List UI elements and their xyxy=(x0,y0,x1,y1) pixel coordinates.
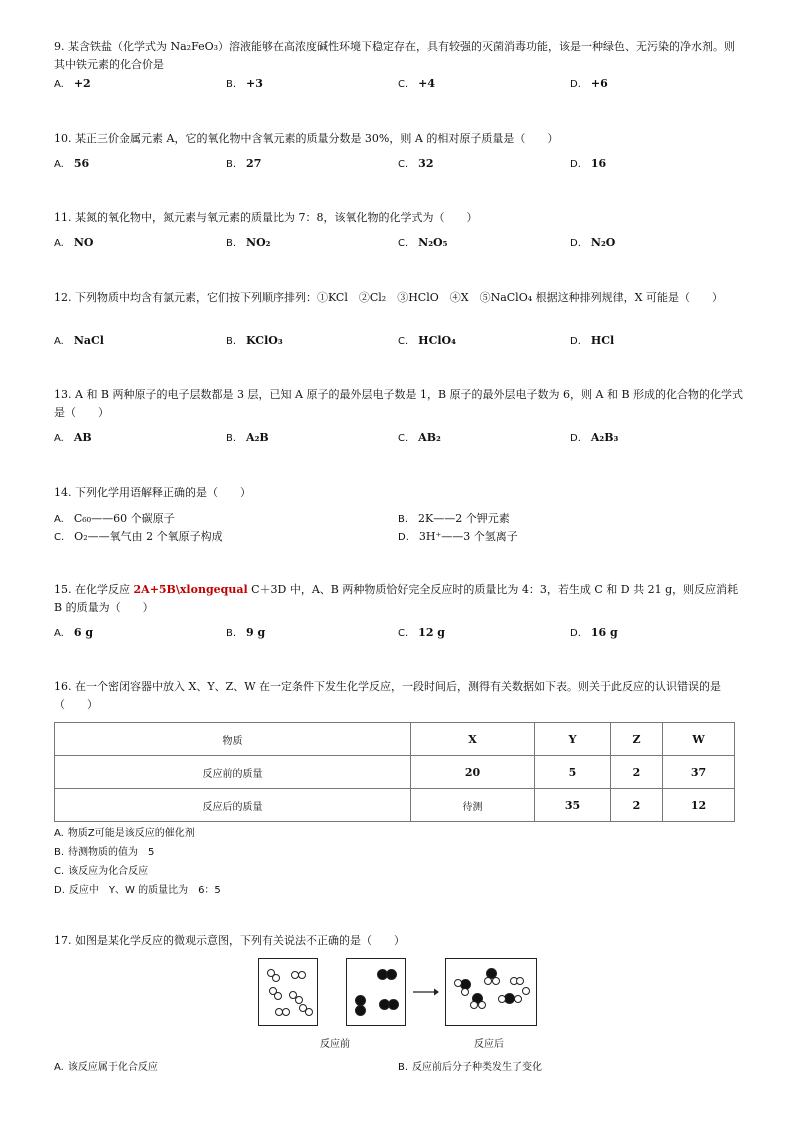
molecule-atom xyxy=(478,1001,486,1009)
question-number: 9. xyxy=(54,40,65,53)
question-stem: 下列物质中均含有氯元素，它们按下列顺序排列：①KCl ②Cl₂ ③HClO ④X ⑤NaClO₄ 根据这种排列规律，X 可能是（ ） xyxy=(75,291,723,304)
option-label: D. xyxy=(570,628,581,639)
option-c[interactable] xyxy=(398,77,435,90)
reactant-box-1 xyxy=(258,958,318,1026)
question-number: 10. xyxy=(54,132,72,145)
option-label: B. xyxy=(54,847,65,858)
option-value: HClO₄ xyxy=(418,334,456,347)
option-value: NO₂ xyxy=(246,236,271,249)
option-d[interactable] xyxy=(570,236,615,249)
option-value: 反应前后分子种类发生了变化 xyxy=(412,1062,543,1073)
table-cell: 2 xyxy=(611,789,663,822)
question-number: 16. xyxy=(54,680,72,693)
option-b[interactable] xyxy=(226,334,283,347)
option-a[interactable] xyxy=(54,510,175,526)
question-stem-post: C＋3D 中，A、B 两种物质恰好完全反应时的质量比为 4：3，若生成 C 和 D 共 21 g，则反应消耗 B 的质量为（ ） xyxy=(54,583,739,614)
molecule-atom xyxy=(484,977,492,985)
after-label: 反应后 xyxy=(474,1039,504,1050)
option-value: 9 g xyxy=(246,626,266,639)
option-label: A. xyxy=(54,336,64,347)
molecule-atom xyxy=(274,992,282,1000)
option-value: C₆₀——60 个碳原子 xyxy=(73,512,175,525)
table-cell: 20 xyxy=(411,756,535,789)
option-b[interactable] xyxy=(54,843,154,858)
option-label: C. xyxy=(54,866,65,877)
question-stem-pre: 在化学反应 xyxy=(75,583,134,596)
option-value: 12 g xyxy=(418,626,446,639)
option-value: +3 xyxy=(246,77,263,90)
option-label: B. xyxy=(226,336,237,347)
option-b[interactable] xyxy=(226,77,263,90)
table-cell: 37 xyxy=(663,756,735,789)
option-a[interactable] xyxy=(54,77,91,90)
table-cell: 反应前的质量 xyxy=(55,756,411,789)
before-label: 反应前 xyxy=(320,1039,350,1050)
option-label: C. xyxy=(398,628,409,639)
question-17 xyxy=(54,932,744,950)
option-c[interactable] xyxy=(398,157,433,170)
molecule-atom xyxy=(516,977,524,985)
option-b[interactable] xyxy=(226,157,261,170)
molecule-atom xyxy=(522,987,530,995)
option-d[interactable] xyxy=(570,77,608,90)
option-label: A. xyxy=(54,79,64,90)
option-c[interactable] xyxy=(54,528,223,544)
question-number: 13. xyxy=(54,388,72,401)
option-value: 3H⁺——3 个氢离子 xyxy=(418,530,518,543)
reactant-box-2 xyxy=(346,958,406,1026)
question-stem: 下列化学用语解释正确的是（ ） xyxy=(75,486,251,499)
option-label: A. xyxy=(54,514,64,525)
option-label: D. xyxy=(398,532,409,543)
table-cell: Z xyxy=(611,723,663,756)
option-value: O₂——氧气由 2 个氧原子构成 xyxy=(74,530,223,543)
option-value: 该反应为化合反应 xyxy=(68,866,149,877)
question-stem: 某氮的氧化物中，氮元素与氧元素的质量比为 7：8，该氧化物的化学式为（ ） xyxy=(75,211,478,224)
option-label: A. xyxy=(54,628,64,639)
option-value: N₂O₅ xyxy=(418,236,448,249)
option-a[interactable] xyxy=(54,236,93,249)
option-label: A. xyxy=(54,828,64,839)
question-15 xyxy=(54,581,744,617)
question-14 xyxy=(54,484,744,502)
option-value: 待测物质的值为 5 xyxy=(68,847,155,858)
option-a[interactable] xyxy=(54,824,195,839)
molecule-atom xyxy=(295,996,303,1004)
option-a[interactable] xyxy=(54,1058,158,1073)
reaction-arrow-icon xyxy=(412,987,440,997)
option-d[interactable] xyxy=(570,334,614,347)
option-a[interactable] xyxy=(54,626,93,639)
option-d[interactable] xyxy=(570,431,618,444)
table-header-row xyxy=(55,723,735,756)
table-cell: Y xyxy=(535,723,611,756)
option-b[interactable] xyxy=(398,1058,542,1073)
option-label: C. xyxy=(398,159,409,170)
option-a[interactable] xyxy=(54,334,104,347)
option-label: B. xyxy=(226,159,237,170)
option-c[interactable] xyxy=(398,236,447,249)
option-b[interactable] xyxy=(398,510,510,526)
option-label: D. xyxy=(570,433,581,444)
option-value: 56 xyxy=(73,157,90,170)
molecule-atom xyxy=(272,974,280,982)
equation-markup: 2A+5B\xlongequal xyxy=(133,583,248,596)
option-b[interactable] xyxy=(226,236,271,249)
question-10 xyxy=(54,130,744,148)
question-13 xyxy=(54,386,744,422)
table-cell: 反应后的质量 xyxy=(55,789,411,822)
question-number: 15. xyxy=(54,583,72,596)
molecule-atom xyxy=(355,1005,366,1016)
option-value: A₂B xyxy=(246,431,269,444)
option-d[interactable] xyxy=(398,528,518,544)
question-stem: 某含铁盐（化学式为 Na₂FeO₃）溶液能够在高浓度碱性环境下稳定存在，具有较强的灭菌消毒功能，该是一种绿色、无污染的净水剂。则其中铁元素的化合价是 xyxy=(54,40,736,71)
question-stem: 某正三价金属元素 A，它的氧化物中含氧元素的质量分数是 30%，则 A 的相对原子质量是（ ） xyxy=(75,132,559,145)
option-value: AB xyxy=(73,431,92,444)
option-label: D. xyxy=(570,238,581,249)
option-d[interactable] xyxy=(570,626,618,639)
option-label: B. xyxy=(398,514,409,525)
option-label: A. xyxy=(54,159,64,170)
molecule-atom xyxy=(454,979,462,987)
option-value: +4 xyxy=(418,77,436,90)
table-cell: 物质 xyxy=(55,723,411,756)
option-value: 物质Z可能是该反应的催化剂 xyxy=(67,828,195,839)
option-label: C. xyxy=(54,532,65,543)
molecule-atom xyxy=(514,995,522,1003)
option-label: C. xyxy=(398,238,409,249)
option-label: D. xyxy=(570,159,581,170)
option-value: 32 xyxy=(418,157,434,170)
option-value: +2 xyxy=(73,77,91,90)
option-value: 该反应属于化合反应 xyxy=(67,1062,158,1073)
molecule-atom xyxy=(492,977,500,985)
question-number: 11. xyxy=(54,211,72,224)
option-label: B. xyxy=(226,628,237,639)
molecule-atom xyxy=(298,971,306,979)
option-label: C. xyxy=(398,79,409,90)
table-cell: 待测 xyxy=(411,789,535,822)
option-value: 16 g xyxy=(590,626,618,639)
option-value: AB₂ xyxy=(418,431,441,444)
option-label: C. xyxy=(398,336,409,347)
option-c[interactable] xyxy=(54,862,148,877)
table-cell: 2 xyxy=(611,756,663,789)
table-cell: 35 xyxy=(535,789,611,822)
option-label: D. xyxy=(570,336,581,347)
option-value: +6 xyxy=(590,77,608,90)
option-b[interactable] xyxy=(226,626,265,639)
question-16 xyxy=(54,678,744,714)
question-stem: 在一个密闭容器中放入 X、Y、Z、W 在一定条件下发生化学反应，一段时间后，测得有关数据如下表。则关于此反应的认识错误的是（ ） xyxy=(54,680,722,711)
option-label: D. xyxy=(570,79,581,90)
molecule-atom xyxy=(282,1008,290,1016)
option-value: HCl xyxy=(590,334,615,347)
option-value: N₂O xyxy=(590,236,616,249)
option-value: KClO₃ xyxy=(246,334,283,347)
question-stem: 如图是某化学反应的微观示意图，下列有关说法不正确的是（ ） xyxy=(75,934,405,947)
option-a[interactable] xyxy=(54,157,89,170)
option-c[interactable] xyxy=(398,431,441,444)
option-value: NaCl xyxy=(73,334,104,347)
option-value: 2K——2 个钾元素 xyxy=(418,512,510,525)
option-label: B. xyxy=(398,1062,409,1073)
molecule-atom xyxy=(498,995,506,1003)
molecule-atom xyxy=(388,999,399,1010)
option-a[interactable] xyxy=(54,431,92,444)
option-d[interactable] xyxy=(570,157,606,170)
option-label: A. xyxy=(54,1062,64,1073)
table-cell: 12 xyxy=(663,789,735,822)
molecule-atom xyxy=(305,1008,313,1016)
option-c[interactable] xyxy=(398,334,456,347)
table-row xyxy=(55,756,735,789)
option-value: 6 g xyxy=(73,626,94,639)
data-table xyxy=(54,722,735,822)
option-b[interactable] xyxy=(226,431,269,444)
product-box xyxy=(445,958,537,1026)
option-label: A. xyxy=(54,433,64,444)
question-9 xyxy=(54,38,744,74)
question-stem: A 和 B 两种原子的电子层数都是 3 层，已知 A 原子的最外层电子数是 1，B 原子的最外层电子数为 6，则 A 和 B 形成的化合物的化学式是（ ） xyxy=(54,388,744,419)
molecule-atom xyxy=(470,1001,478,1009)
question-number: 17. xyxy=(54,934,72,947)
table-row xyxy=(55,789,735,822)
molecule-atom xyxy=(461,988,469,996)
option-label: B. xyxy=(226,238,237,249)
table-cell: X xyxy=(411,723,535,756)
option-label: B. xyxy=(226,433,237,444)
option-value: NO xyxy=(73,236,94,249)
question-12 xyxy=(54,289,744,307)
option-value: 反应中 Y、W 的质量比为 6：5 xyxy=(68,885,221,896)
option-value: 27 xyxy=(246,157,262,170)
table-cell: W xyxy=(663,723,735,756)
option-value: A₂B₃ xyxy=(590,431,619,444)
option-c[interactable] xyxy=(398,626,445,639)
option-label: B. xyxy=(226,79,237,90)
option-d[interactable] xyxy=(54,881,221,896)
question-number: 12. xyxy=(54,291,72,304)
option-label: A. xyxy=(54,238,64,249)
option-label: D. xyxy=(54,885,65,896)
molecule-atom xyxy=(386,969,397,980)
option-label: C. xyxy=(398,433,409,444)
option-value: 16 xyxy=(590,157,607,170)
question-number: 14. xyxy=(54,486,72,499)
question-11 xyxy=(54,209,744,227)
table-cell: 5 xyxy=(535,756,611,789)
